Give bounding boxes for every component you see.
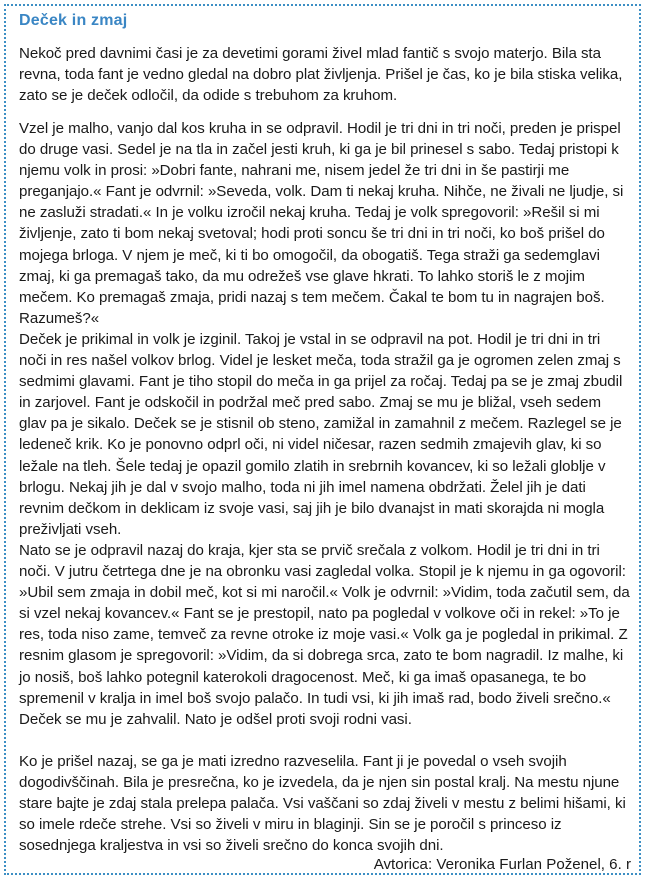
story-paragraph-4: Nato se je odpravil nazaj do kraja, kjer sta se prvič srečala z volkom. Hodil je tri dni in tri noči. V jutru četrtega dne je na obronku vasi zagledal volka. Stopil je k njemu in ga ogovoril: »Ubil sem zmaja in dobil meč, kot si mi naročil.« Volk je odvrnil: »Vidim, toda začutil sem, da si vzel nekaj kovancev.« Fant se je prestopil, nato pa pogledal v volkove oči in rekel: »To je res, toda niso zame, temveč za revne otroke iz moje vasi.« Volk ga je pogledal in prikimal. Z resnim glasom je spregovoril: »Vidim, da si dobrega srca, zato te bom nagradil. Iz malhe, ki jo nosiš, boš lahko potegnil katerokoli dragocenost. Meč, ki ga imaš opasanega, te bo spremenil v kralja in imel boš svojo palačo. In tudi vsi, ki jih imaš rad, bodo živeli srečno.« Deček se mu je zahvalil. Nato je odšel proti svoji rodni vasi. — [19, 542, 630, 728]
story-paragraph-1: Nekoč pred davnimi časi je za devetimi gorami živel mlad fantič s svojo materjo. Bila sta revna, toda fant je vedno gledal na dobro plat življenja. Prišel je čas, ko je bila stiska velika, zato se je deček odločil, da odide s trebuhom za kruhom. — [19, 45, 623, 105]
story-paragraph-5: Ko je prišel nazaj, se ga je mati izredno razveselila. Fant ji je povedal o vseh svojih dogodivščinah. Bila je presrečna, ko je izvedela, da je njen sin postal kralj. Na mestu njune stare bajte je zdaj stala prelepa palača. Vsi vaščani so zdaj živeli v mestu z belimi hišami, ki so imele rdeče strehe. Vsi so živeli v miru in blaginji. Sin se je poročil s princeso iz sosednjega kraljestva in vsi so živeli srečno do konca svojih dni. — [19, 753, 626, 855]
author-credit: Avtorica: Veronika Furlan Poženel, 6. r — [373, 856, 631, 873]
story-title: Deček in zmaj — [19, 12, 128, 29]
story-paragraph-3: Deček je prikimal in volk je izginil. Takoj je vstal in se odpravil na pot. Hodil je tri dni in tri noči in res našel volkov brlog. Videl je lesket meča, toda stražil ga je ogromen zelen zmaj s sedmimi glavami. Fant je tiho stopil do meča in ga prijel za ročaj. Tedaj pa se je zmaj zbudil in zarjovel. Fant je odskočil in podržal meč pred sabo. Zmaj se mu je bližal, vseh sedem glav pa je sikalo. Deček se je stisnil ob steno, zamižal in zamahnil z mečem. Razlegel se je ledeneč krik. Ko je ponovno odprl oči, ni videl ničesar, razen sedmih zmajevih glav, ki so ležale na tleh. Šele tedaj je opazil gomilo zlatih in srebrnih kovancev, ki so ležali globlje v brlogu. Nekaj jih je dal v svojo malho, toda ni jih imel namena obdržati. Želel jih je dati revnim dečkom in deklicam iz svoje vasi, saj jih je bilo dvanajst in mati skorajda ni mogla preživljati vseh. — [19, 331, 623, 538]
story-frame — [4, 4, 641, 875]
story-paragraph-2: Vzel je malho, vanjo dal kos kruha in se odpravil. Hodil je tri dni in tri noči, preden je prispel do druge vasi. Sedel je na tla in začel jesti kruh, ki ga je bil prinesel s sabo. Tedaj pristopi k njemu volk in prosi: »Dobri fante, nahrani me, nisem jedel že tri dni in še pastirji me preganjajo.« Fant je odvrnil: »Seveda, volk. Dam ti nekaj kruha. Nihče, ne živali ne ljudje, si ne zasluži stradati.« In je volku izročil nekaj kruha. Tedaj je volk spregovoril: »Rešil si mi življenje, zato ti bom nekaj svetoval; hodi proti soncu še tri dni in tri noči, ko boš prišel do mojega brloga. V njem je meč, ki ti bo omogočil, da obogatiš. Tega straži ga sedemglavi zmaj, ki ga premagaš tako, da mu odrežeš vse glave hkrati. To lahko storiš le z mojim mečem. Ko premagaš zmaja, pridi nazaj s tem mečem. Čakal te bom tu in nagrajen boš. Razumeš?« — [19, 120, 624, 327]
